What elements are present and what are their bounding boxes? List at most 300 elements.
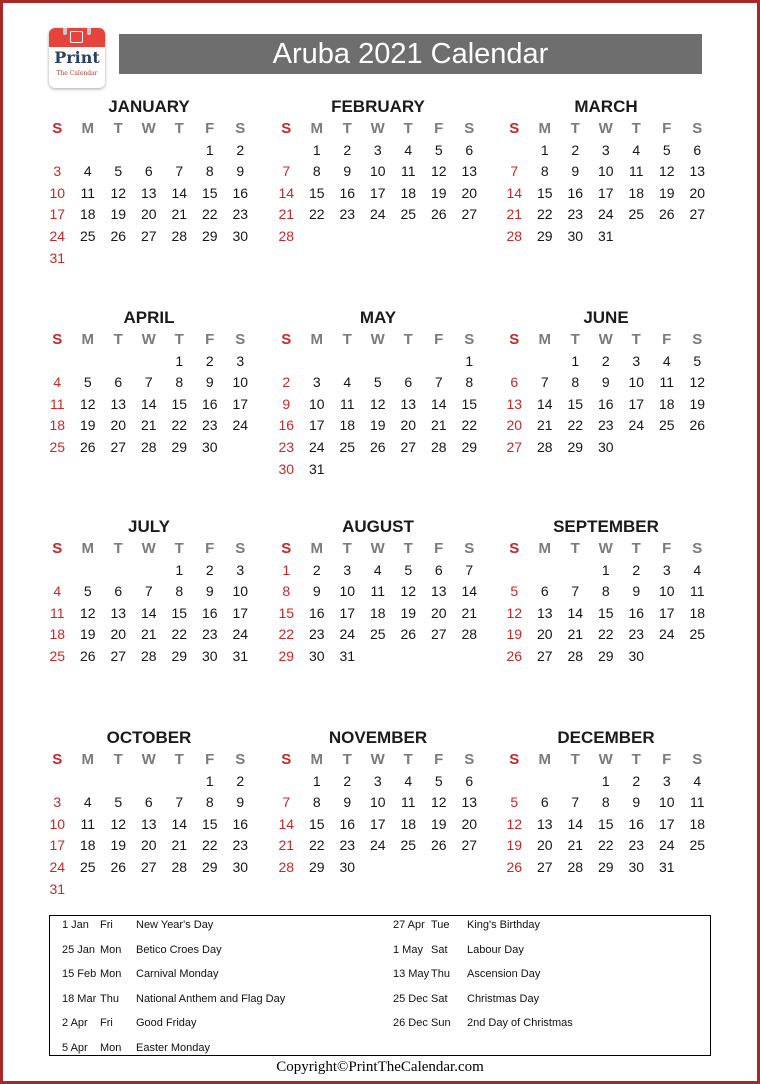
day-cell: 9 <box>205 374 214 391</box>
weekday-header: T <box>403 751 413 768</box>
day-cell: 20 <box>461 184 478 201</box>
holiday-date: 1 Jan <box>62 919 89 931</box>
day-cell: 8 <box>601 794 610 811</box>
day-cell: 31 <box>308 460 325 477</box>
day-cell: 20 <box>430 604 447 621</box>
empty-cell <box>271 140 302 162</box>
day-cell: 20 <box>689 184 706 201</box>
day-cell: 1 <box>205 141 214 158</box>
weekday-header: F <box>662 540 672 557</box>
day-cell: 29 <box>597 647 614 664</box>
day-cell: 11 <box>80 184 96 201</box>
weekday-header: W <box>370 540 385 557</box>
month-april <box>42 307 256 459</box>
day-cell: 14 <box>140 604 157 621</box>
weekday-header: T <box>174 331 184 348</box>
month-september <box>499 516 713 668</box>
day-cell: 18 <box>658 395 675 412</box>
weekday-header: S <box>235 540 246 557</box>
day-cell: 5 <box>404 561 413 578</box>
day-cell: 22 <box>567 417 584 434</box>
holiday-name: Carnival Monday <box>136 968 219 981</box>
weekday-header: W <box>598 120 613 137</box>
empty-cell <box>103 560 134 582</box>
day-cell: 26 <box>110 858 127 875</box>
empty-cell <box>134 771 165 793</box>
day-cell: 24 <box>369 206 386 223</box>
empty-cell <box>164 140 195 162</box>
month-grid <box>271 538 485 668</box>
day-cell: 14 <box>278 184 295 201</box>
day-cell: 6 <box>540 794 549 811</box>
day-cell: 24 <box>369 837 386 854</box>
weekday-header: F <box>662 751 672 768</box>
day-cell: 22 <box>201 837 218 854</box>
day-cell: 10 <box>232 583 249 600</box>
day-cell: 3 <box>662 772 671 789</box>
weekday-header: T <box>570 751 580 768</box>
day-cell: 10 <box>369 163 386 180</box>
day-cell: 21 <box>278 206 295 223</box>
month-grid <box>499 118 713 248</box>
day-cell: 15 <box>536 184 553 201</box>
weekday-header: S <box>464 751 475 768</box>
weekday-header: S <box>281 751 292 768</box>
holiday-weekday: Mon <box>100 1042 122 1054</box>
day-cell: 20 <box>110 417 127 434</box>
day-cell: 7 <box>571 794 580 811</box>
day-cell: 13 <box>506 395 523 412</box>
weekday-header: F <box>205 331 215 348</box>
day-cell: 2 <box>205 561 214 578</box>
day-cell: 8 <box>465 374 474 391</box>
empty-cell <box>560 560 591 582</box>
holiday-name: 2nd Day of Christmas <box>467 1017 573 1030</box>
day-cell: 6 <box>510 374 519 391</box>
day-cell: 29 <box>567 438 584 455</box>
day-cell: 26 <box>400 626 417 643</box>
day-cell: 7 <box>144 583 153 600</box>
day-cell: 23 <box>308 626 325 643</box>
weekday-header: S <box>281 331 292 348</box>
day-cell: 2 <box>343 141 352 158</box>
day-cell: 16 <box>628 604 645 621</box>
day-cell: 12 <box>658 163 675 180</box>
weekday-header: T <box>631 540 641 557</box>
day-cell: 25 <box>49 438 66 455</box>
day-cell: 4 <box>83 163 92 180</box>
weekday-header: S <box>692 120 703 137</box>
empty-cell <box>271 351 302 373</box>
day-cell: 13 <box>110 604 127 621</box>
day-cell: 14 <box>171 184 188 201</box>
day-cell: 1 <box>205 772 214 789</box>
day-cell: 17 <box>232 604 249 621</box>
day-cell: 4 <box>373 561 382 578</box>
holiday-name: Good Friday <box>136 1017 197 1030</box>
weekday-header: S <box>509 540 520 557</box>
day-cell: 26 <box>506 647 523 664</box>
day-cell: 28 <box>140 438 157 455</box>
print-the-calendar-logo <box>49 28 105 88</box>
day-cell: 21 <box>567 837 584 854</box>
day-cell: 5 <box>510 794 519 811</box>
day-cell: 28 <box>567 647 584 664</box>
weekday-header: M <box>81 751 94 768</box>
holiday-date: 5 Apr <box>62 1042 88 1054</box>
empty-cell <box>103 140 134 162</box>
month-name: FEBRUARY <box>331 97 425 116</box>
day-cell: 25 <box>400 206 417 223</box>
empty-cell <box>499 560 530 582</box>
month-grid <box>42 118 256 269</box>
logo-subtitle: The Calendar <box>56 70 98 77</box>
day-cell: 27 <box>110 438 127 455</box>
day-cell: 10 <box>339 583 356 600</box>
day-cell: 3 <box>343 561 352 578</box>
day-cell: 9 <box>632 794 641 811</box>
day-cell: 27 <box>689 206 706 223</box>
day-cell: 9 <box>236 794 245 811</box>
day-cell: 1 <box>601 561 610 578</box>
day-cell: 3 <box>662 561 671 578</box>
weekday-header: F <box>662 331 672 348</box>
day-cell: 4 <box>343 374 352 391</box>
month-november <box>271 727 485 879</box>
day-cell: 10 <box>49 184 66 201</box>
day-cell: 13 <box>140 184 157 201</box>
day-cell: 20 <box>506 417 523 434</box>
day-cell: 8 <box>175 374 184 391</box>
day-cell: 6 <box>114 583 123 600</box>
holiday-name: Christmas Day <box>467 992 540 1005</box>
weekday-header: T <box>403 540 413 557</box>
day-cell: 17 <box>369 815 386 832</box>
month-december <box>499 727 713 879</box>
day-cell: 11 <box>49 395 65 412</box>
day-cell: 20 <box>400 417 417 434</box>
month-name: JUNE <box>583 308 629 327</box>
day-cell: 4 <box>632 141 641 158</box>
weekday-header: F <box>434 540 444 557</box>
day-cell: 2 <box>236 772 245 789</box>
calendar-icon <box>70 31 83 43</box>
day-cell: 31 <box>597 227 614 244</box>
empty-cell <box>530 351 561 373</box>
day-cell: 16 <box>201 604 218 621</box>
day-cell: 23 <box>201 626 218 643</box>
empty-cell <box>134 560 165 582</box>
day-cell: 16 <box>628 815 645 832</box>
day-cell: 26 <box>79 438 96 455</box>
day-cell: 5 <box>373 374 382 391</box>
day-cell: 9 <box>571 163 580 180</box>
day-cell: 4 <box>693 561 702 578</box>
month-name: JANUARY <box>108 97 190 116</box>
day-cell: 25 <box>689 626 706 643</box>
day-cell: 8 <box>205 163 214 180</box>
day-cell: 17 <box>628 395 645 412</box>
weekday-header: T <box>342 751 352 768</box>
day-cell: 1 <box>571 352 580 369</box>
day-cell: 5 <box>114 163 123 180</box>
day-cell: 13 <box>461 163 478 180</box>
day-cell: 5 <box>434 772 443 789</box>
day-cell: 30 <box>232 227 249 244</box>
empty-cell <box>42 140 73 162</box>
empty-cell <box>424 351 455 373</box>
weekday-header: T <box>570 540 580 557</box>
day-cell: 20 <box>140 206 157 223</box>
day-cell: 29 <box>461 438 478 455</box>
day-cell: 31 <box>339 647 356 664</box>
day-cell: 31 <box>49 249 66 266</box>
weekday-header: W <box>370 120 385 137</box>
weekday-header: T <box>342 540 352 557</box>
empty-cell <box>42 351 73 373</box>
day-cell: 9 <box>601 374 610 391</box>
day-cell: 3 <box>236 352 245 369</box>
weekday-header: F <box>205 120 215 137</box>
day-cell: 26 <box>506 858 523 875</box>
day-cell: 24 <box>232 417 249 434</box>
day-cell: 6 <box>540 583 549 600</box>
holiday-weekday: Thu <box>100 992 119 1005</box>
day-cell: 28 <box>461 626 478 643</box>
day-cell: 10 <box>49 815 66 832</box>
day-cell: 28 <box>171 227 188 244</box>
day-cell: 14 <box>567 604 584 621</box>
weekday-header: T <box>570 331 580 348</box>
day-cell: 30 <box>628 647 645 664</box>
day-cell: 30 <box>339 858 356 875</box>
empty-cell <box>103 351 134 373</box>
day-cell: 17 <box>232 395 249 412</box>
day-cell: 19 <box>400 604 417 621</box>
weekday-header: M <box>310 751 323 768</box>
day-cell: 25 <box>369 626 386 643</box>
day-cell: 11 <box>689 583 705 600</box>
day-cell: 17 <box>658 604 675 621</box>
month-grid <box>42 749 256 900</box>
day-cell: 29 <box>201 227 218 244</box>
weekday-header: W <box>598 331 613 348</box>
weekday-header: T <box>113 751 123 768</box>
day-cell: 10 <box>658 794 675 811</box>
weekday-header: S <box>464 331 475 348</box>
day-cell: 27 <box>506 438 523 455</box>
weekday-header: S <box>692 751 703 768</box>
day-cell: 14 <box>430 395 447 412</box>
weekday-header: W <box>598 751 613 768</box>
day-cell: 16 <box>597 395 614 412</box>
day-cell: 15 <box>201 815 218 832</box>
empty-cell <box>42 560 73 582</box>
day-cell: 24 <box>658 837 675 854</box>
day-cell: 5 <box>83 583 92 600</box>
day-cell: 11 <box>370 583 386 600</box>
day-cell: 10 <box>597 163 614 180</box>
weekday-header: T <box>631 331 641 348</box>
holiday-weekday: Sat <box>431 992 448 1005</box>
day-cell: 1 <box>601 772 610 789</box>
day-cell: 15 <box>308 815 325 832</box>
day-cell: 26 <box>110 227 127 244</box>
day-cell: 23 <box>339 837 356 854</box>
day-cell: 13 <box>110 395 127 412</box>
day-cell: 10 <box>232 374 249 391</box>
weekday-header: S <box>235 751 246 768</box>
day-cell: 18 <box>369 604 386 621</box>
day-cell: 11 <box>49 604 65 621</box>
day-cell: 7 <box>465 561 474 578</box>
day-cell: 27 <box>140 227 157 244</box>
day-cell: 28 <box>567 858 584 875</box>
day-cell: 16 <box>232 184 249 201</box>
day-cell: 15 <box>597 604 614 621</box>
holiday-date: 13 May <box>393 968 430 981</box>
month-january <box>42 96 256 269</box>
day-cell: 11 <box>689 794 705 811</box>
weekday-header: T <box>403 120 413 137</box>
holiday-weekday: Mon <box>100 968 122 981</box>
day-cell: 24 <box>628 417 645 434</box>
copyright-text: Copyright©PrintTheCalendar.com <box>276 1059 484 1075</box>
day-cell: 16 <box>339 184 356 201</box>
holiday-name: Ascension Day <box>467 968 541 981</box>
day-cell: 28 <box>140 647 157 664</box>
day-cell: 24 <box>308 438 325 455</box>
day-cell: 20 <box>461 815 478 832</box>
day-cell: 11 <box>400 163 416 180</box>
weekday-header: W <box>141 331 156 348</box>
month-grid <box>271 118 485 248</box>
day-cell: 26 <box>658 206 675 223</box>
day-cell: 3 <box>53 163 62 180</box>
weekday-header: T <box>174 540 184 557</box>
day-cell: 10 <box>308 395 325 412</box>
weekday-header: S <box>52 331 63 348</box>
day-cell: 4 <box>83 794 92 811</box>
day-cell: 25 <box>339 438 356 455</box>
day-cell: 21 <box>567 626 584 643</box>
day-cell: 25 <box>49 647 66 664</box>
day-cell: 20 <box>536 837 553 854</box>
day-cell: 8 <box>601 583 610 600</box>
weekday-header: M <box>538 120 551 137</box>
day-cell: 7 <box>434 374 443 391</box>
day-cell: 3 <box>53 794 62 811</box>
day-cell: 22 <box>171 417 188 434</box>
weekday-header: M <box>538 751 551 768</box>
month-october <box>42 727 256 900</box>
day-cell: 26 <box>430 837 447 854</box>
holiday-date: 18 Mar <box>62 992 97 1005</box>
day-cell: 6 <box>434 561 443 578</box>
logo-ring-icon <box>63 28 67 35</box>
day-cell: 14 <box>278 815 295 832</box>
day-cell: 25 <box>400 837 417 854</box>
day-cell: 30 <box>628 858 645 875</box>
holiday-name: Betico Croes Day <box>136 943 222 956</box>
holiday-name: Labour Day <box>467 943 524 956</box>
day-cell: 1 <box>312 772 321 789</box>
day-cell: 17 <box>308 417 325 434</box>
day-cell: 6 <box>465 772 474 789</box>
day-cell: 26 <box>79 647 96 664</box>
day-cell: 13 <box>140 815 157 832</box>
day-cell: 9 <box>343 794 352 811</box>
empty-cell <box>42 771 73 793</box>
day-cell: 8 <box>312 163 321 180</box>
day-cell: 17 <box>49 837 66 854</box>
day-cell: 29 <box>536 227 553 244</box>
day-cell: 22 <box>171 626 188 643</box>
day-cell: 5 <box>114 794 123 811</box>
day-cell: 14 <box>461 583 478 600</box>
month-name: APRIL <box>123 308 175 327</box>
day-cell: 19 <box>658 184 675 201</box>
day-cell: 26 <box>689 417 706 434</box>
month-grid <box>42 329 256 459</box>
day-cell: 22 <box>597 837 614 854</box>
holiday-weekday: Fri <box>100 919 113 931</box>
day-cell: 22 <box>536 206 553 223</box>
holiday-date: 2 Apr <box>62 1017 88 1030</box>
day-cell: 13 <box>461 794 478 811</box>
day-cell: 15 <box>171 604 188 621</box>
day-cell: 9 <box>236 163 245 180</box>
day-cell: 16 <box>308 604 325 621</box>
day-cell: 21 <box>506 206 523 223</box>
weekday-header: S <box>509 120 520 137</box>
day-cell: 29 <box>171 438 188 455</box>
day-cell: 25 <box>628 206 645 223</box>
day-cell: 19 <box>430 815 447 832</box>
logo-ring-icon <box>87 28 91 35</box>
empty-cell <box>73 351 104 373</box>
day-cell: 6 <box>465 141 474 158</box>
day-cell: 10 <box>628 374 645 391</box>
weekday-header: M <box>81 331 94 348</box>
day-cell: 6 <box>404 374 413 391</box>
day-cell: 8 <box>540 163 549 180</box>
empty-cell <box>302 351 333 373</box>
day-cell: 21 <box>278 837 295 854</box>
day-cell: 10 <box>658 583 675 600</box>
day-cell: 7 <box>540 374 549 391</box>
day-cell: 11 <box>400 794 416 811</box>
day-cell: 27 <box>536 858 553 875</box>
day-cell: 5 <box>693 352 702 369</box>
day-cell: 18 <box>49 626 66 643</box>
day-cell: 22 <box>201 206 218 223</box>
weekday-header: M <box>310 120 323 137</box>
weekday-header: T <box>113 540 123 557</box>
day-cell: 18 <box>339 417 356 434</box>
day-cell: 16 <box>232 815 249 832</box>
day-cell: 21 <box>536 417 553 434</box>
weekday-header: W <box>370 331 385 348</box>
empty-cell <box>332 351 363 373</box>
month-name: OCTOBER <box>106 728 192 747</box>
day-cell: 30 <box>232 858 249 875</box>
day-cell: 12 <box>110 184 127 201</box>
weekday-header: S <box>281 120 292 137</box>
holiday-weekday: Sun <box>431 1017 451 1030</box>
day-cell: 7 <box>571 583 580 600</box>
day-cell: 12 <box>369 395 386 412</box>
